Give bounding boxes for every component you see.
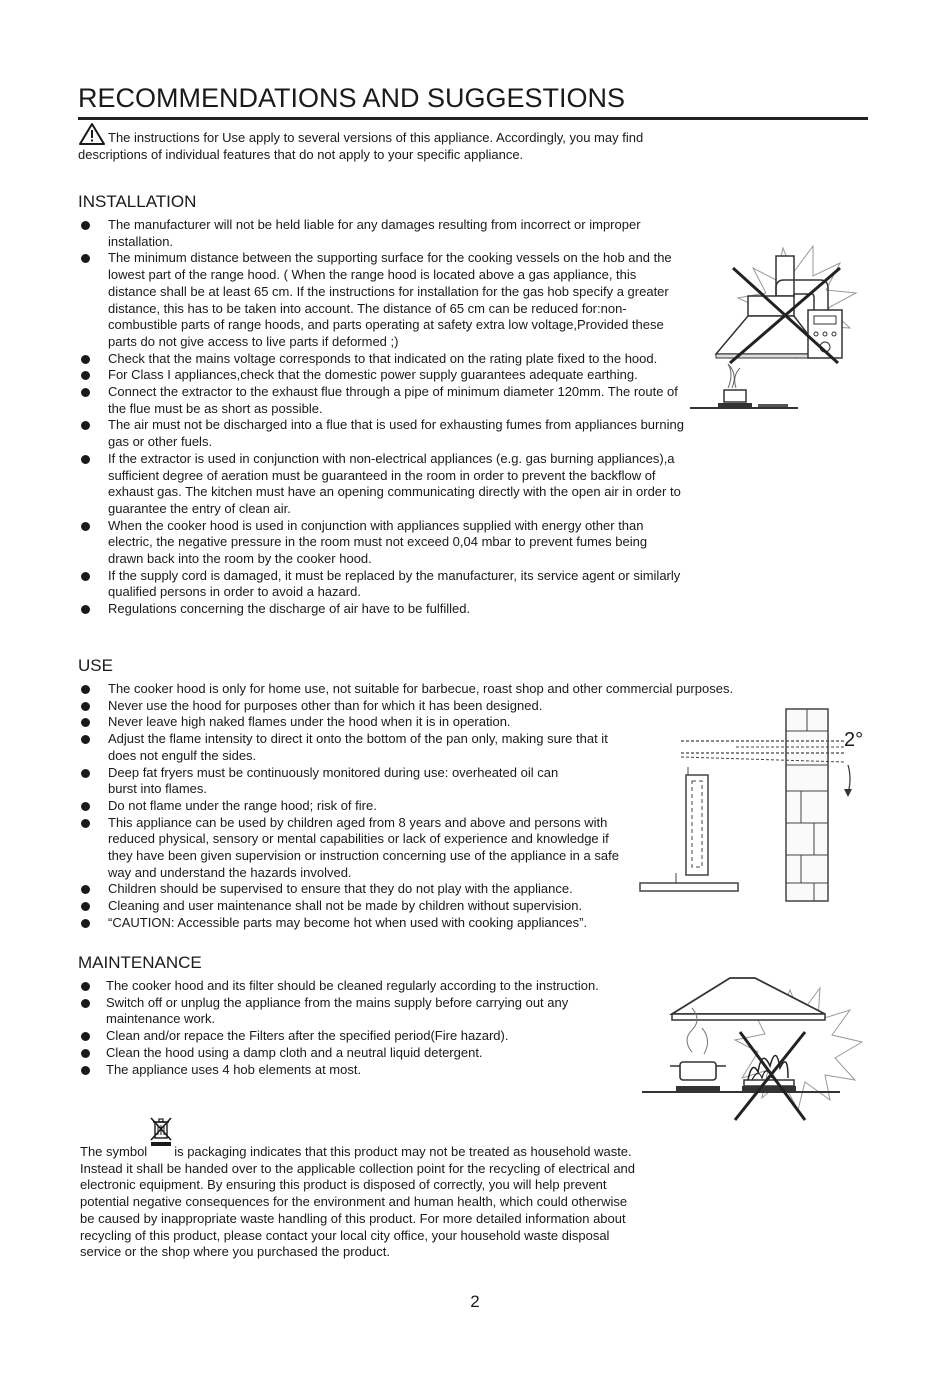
list-item: For Class I appliances,check that the domestic power supply guarantees adequate earthing. — [78, 367, 748, 384]
weee-disposal-paragraph — [80, 1128, 645, 1261]
warning-triangle-icon — [78, 122, 106, 146]
list-item: When the cooker hood is used in conjunction with appliances supplied with energy other than electric, the negative pressure in the room must not exceed 0,04 mbar to prevent fumes being drawn back into the room by the cooker hood. — [78, 518, 668, 568]
crossed-out-bin-icon — [148, 1116, 174, 1144]
list-item: If the extractor is used in conjunction with non-electrical appliances (e.g. gas burning appliances),a sufficient degree of aeration must be guaranteed in the room in order to prevent the backflow of exhaust gas. The kitchen must have an opening communicating directly with the open air in order to guarantee the entry of clean air. — [78, 451, 683, 518]
list-item: The cooker hood is only for home use, not suitable for barbecue, roast shop and other commercial purposes. — [78, 681, 798, 698]
page-title: RECOMMENDATIONS AND SUGGESTIONS — [78, 83, 626, 113]
list-item: Switch off or unplug the appliance from the mains supply before carrying out any maintenance work. — [78, 995, 606, 1028]
weee-text-after: is packaging indicates that this product may not be treated as household waste. Instead it shall be handed over to the applicable collection point for the recycling of electrical and electronic equipment. By ensuring this product is disposed of correctly, you will help prevent potential negative consequences for the environment and human health, which could otherwise be caused by inappropriate waste handling of this product. For more detailed information about recycling of this product, please contact your local city office, your household waste disposal service or the shop where you purchased the product. — [80, 1144, 636, 1260]
list-item: Connect the extractor to the exhaust flue through a pipe of minimum diameter 120mm. The route of the flue must be as short as possible. — [78, 384, 688, 417]
list-item: Never leave high naked flames under the hood when it is in operation. — [78, 714, 798, 731]
maintenance-heading: MAINTENANCE — [78, 953, 202, 972]
list-item: Cleaning and user maintenance shall not be made by children without supervision. — [78, 898, 798, 915]
list-item: Never use the hood for purposes other than for which it has been designed. — [78, 698, 798, 715]
installation-heading: INSTALLATION — [78, 192, 197, 211]
title-rule — [78, 117, 868, 120]
list-item: Do not flame under the range hood; risk of fire. — [78, 798, 798, 815]
list-item: The manufacturer will not be held liable for any damages resulting from incorrect or improper installation. — [78, 217, 688, 250]
weee-text-before: The symbol — [80, 1144, 148, 1159]
list-item: “CAUTION: Accessible parts may become hot when used with cooking appliances”. — [78, 915, 798, 932]
intro-text: The instructions for Use apply to several versions of this appliance. Accordingly, you may find descriptions of individual features that do not apply to your specific appliance. — [78, 130, 644, 162]
list-item: The cooker hood and its filter should be cleaned regularly according to the instruction. — [78, 978, 646, 995]
list-item: This appliance can be used by children aged from 8 years and above and persons with reduced physical, sensory or mental capabilities or lack of experience and knowledge if they have been given supervision or instruction concerning use of the appliance in a safe way and understand the hazards involved. — [78, 815, 623, 882]
installation-list — [78, 217, 688, 618]
list-item: Children should be supervised to ensure that they do not play with the appliance. — [78, 881, 798, 898]
list-item: Adjust the flame intensity to direct it onto the bottom of the pan only, making sure that it does not engulf the sides. — [78, 731, 638, 764]
duct-slope-figure — [636, 705, 871, 905]
list-item: Check that the mains voltage corresponds to that indicated on the rating plate fixed to the hood. — [78, 351, 688, 368]
list-item: The air must not be discharged into a flue that is used for exhausting fumes from appliances burning gas or other fuels. — [78, 417, 688, 450]
list-item: Clean and/or repace the Filters after the specified period(Fire hazard). — [78, 1028, 638, 1045]
maintenance-list — [78, 978, 638, 1078]
list-item: The minimum distance between the supporting surface for the cooking vessels on the hob and the lowest part of the range hood. ( When the range hood is located above a gas appliance, this distance shall be at least 65 cm. If the instructions for installation for the gas hob specify a greater distance, this has to be taken into account. The distance of 65 cm can be reduced for:non-combustible parts of range hoods, and parts operating at safety extra low voltage,Provided these parts do not give access to live parts if deformed ;) — [78, 250, 688, 350]
list-item: Deep fat fryers must be continuously monitored during use: overheated oil can burst into flames. — [78, 765, 588, 798]
intro-paragraph — [78, 122, 678, 163]
list-item: If the supply cord is damaged, it must be replaced by the manufacturer, its service agent or similarly qualified persons in order to avoid a hazard. — [78, 568, 688, 601]
page-number: 2 — [470, 1292, 480, 1311]
list-item: Clean the hood using a damp cloth and a neutral liquid detergent. — [78, 1045, 638, 1062]
slope-angle-label: 2° — [844, 729, 864, 751]
use-heading: USE — [78, 656, 113, 675]
list-item: The appliance uses 4 hob elements at most. — [78, 1062, 638, 1079]
gas-appliance-warning-figure — [688, 238, 868, 418]
list-item: Regulations concerning the discharge of air have to be fulfilled. — [78, 601, 688, 618]
no-flambe-figure — [640, 970, 865, 1130]
